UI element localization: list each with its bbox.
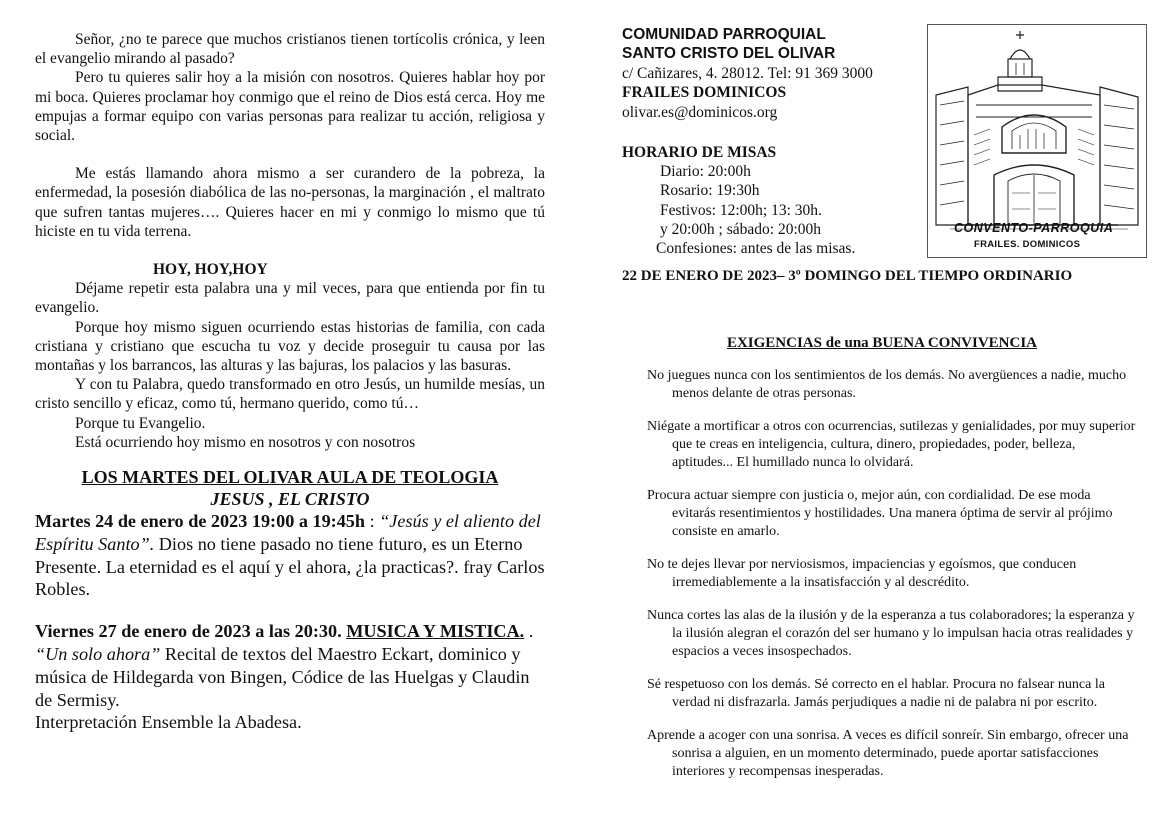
- martes-event: [35, 510, 545, 601]
- hoy-heading: HOY, HOY,HOY: [153, 261, 268, 279]
- rule-item: Aprende a acoger con una sonrisa. A veces es difícil sonreír. Sin embargo, ofrecer una sonrisa a alguien, en un momento determinado, puede aportar satisfacciones interiores y recompensas inesperadas.: [647, 727, 1129, 779]
- mass-sabado: y 20:00h ; sábado: 20:00h: [660, 220, 822, 238]
- viernes-title: MUSICA Y MISTICA.: [346, 621, 525, 642]
- hoy-paragraph-5: Está ocurriendo hoy mismo en nosotros y con nosotros: [75, 433, 416, 451]
- mass-schedule: [622, 143, 922, 258]
- parish-name-line1: COMUNIDAD PARROQUIAL: [622, 26, 826, 43]
- intro-paragraph-3: Me estás llamando ahora mismo a ser curandero de la pobreza, la enfermedad, la posesión diabólica de las no-personas, la marginación , el maltrato que sufren tantas mujeres…. Quieres hacer en mi y conmigo lo mismo que tú hiciste en tu vida terrena.: [35, 165, 545, 240]
- viernes-event: [35, 620, 545, 711]
- rule-item: Niégate a mortificar a otros con ocurrencias, sutilezas y genialidades, por muy superior que te creas en inteligencia, cultura, dinero, propiedades, poder, belleza, aptitudes... El humillado nunca lo olvidará.: [647, 419, 1136, 470]
- rule-item: Sé respetuoso con los demás. Sé correcto en el hablar. Procura no falsear nunca la verdad ni disfrazarla. Jamás perjudiques a nadie ni de palabra ni por escrito.: [647, 676, 1105, 710]
- martes-date: Martes 24 de enero de 2023 19:00 a 19:45h: [35, 511, 366, 532]
- exigencias-title: EXIGENCIAS de una BUENA CONVIVENCIA: [726, 335, 1038, 351]
- hoy-paragraph-3: Y con tu Palabra, quedo transformado en otro Jesús, un humilde mesías, un cristo sencillo y eficaz, como tú, hermano querido, como tú…: [35, 376, 545, 413]
- viernes-quote: “Un solo ahora”: [35, 644, 161, 665]
- aula-title: LOS MARTES DEL OLIVAR AULA DE TEOLOGIA: [81, 467, 499, 488]
- rule-item: Procura actuar siempre con justicia o, mejor aún, con cordialidad. De ese moda evitarás resentimientos y hostilidades. Una manera óptima de servir al prójimo consiste en amarlo.: [647, 487, 1113, 539]
- rule-item: No juegues nunca con los sentimientos de los demás. No avergüences a nadie, mucho menos delante de otras personas.: [647, 368, 1127, 401]
- viernes-date: Viernes 27 de enero de 2023 a las 20:30.: [35, 621, 342, 642]
- hoy-paragraph-2: Porque hoy mismo siguen ocurriendo estas historias de familia, con cada cristiana y cristiano que escucha tu voz y decide proseguir tu causa por las montañas y los barrancos, las alturas y las bajuras, los palacios y las basuras.: [35, 318, 545, 375]
- hoy-paragraph-1: Déjame repetir esta palabra una y mil veces, para que entienda por fin tu evangelio.: [35, 280, 545, 317]
- parish-name-line2: SANTO CRISTO DEL OLIVAR: [622, 45, 836, 63]
- martes-quote: “Jesús y el aliento del Espíritu Santo”.: [35, 511, 541, 554]
- church-drawing: [927, 24, 1147, 258]
- frailes-label: FRAILES DOMINICOS: [622, 84, 787, 102]
- mass-festivos: Festivos: 12:00h; 13: 30h.: [660, 201, 822, 219]
- exigencias-rules: [647, 367, 1137, 796]
- date-line: 22 DE ENERO DE 2023– 3º DOMINGO DEL TIEMPO ORDINARIO: [622, 268, 1073, 284]
- drawing-caption-main: CONVENTO-PARROQUIA: [954, 221, 1114, 235]
- parish-header: [622, 25, 922, 122]
- intro-paragraph-2: Pero tu quieres salir hoy a la misión con nosotros. Quieres hablar hoy por mi boca. Quieres proclamar hoy conmigo que el reino de Dios está cerca. Hoy me empujas a formar equipo con varias personas para realizar tu acción, religiosa y social.: [35, 69, 545, 145]
- mass-diario: Diario: 20:00h: [660, 163, 751, 181]
- drawing-caption-sub: FRAILES. DOMINICOS: [974, 239, 1081, 250]
- rule-item: No te dejes llevar por nerviosismos, impaciencias y egoísmos, que conducen irremediablemente a la insatisfacción y al descrédito.: [647, 556, 1077, 590]
- viernes-text: Recital de textos del Maestro Eckart, dominico y música de Hildegarda von Bingen, Códice de las Huelgas y Claudin de Sermisy.: [35, 644, 530, 710]
- mass-confesiones: Confesiones: antes de las misas.: [656, 240, 856, 258]
- mass-rosario: Rosario: 19:30h: [660, 182, 760, 200]
- parish-address: c/ Cañizares, 4. 28012. Tel: 91 369 3000: [622, 64, 873, 82]
- parish-email: olivar.es@dominicos.org: [622, 103, 778, 121]
- interpretacion: Interpretación Ensemble la Abadesa.: [35, 712, 302, 733]
- martes-text: Dios no tiene pasado no tiene futuro, es un Eterno Presente. La eternidad es el aquí y el ahora, ¿la practicas?. fray Carlos Robles.: [35, 533, 545, 600]
- rule-item: Nunca cortes las alas de la ilusión y de la esperanza a tus colaboradores; la esperanza y la ilusión alegran el corazón del ser humano y lo impulsan hacia otras realidades y espacios a veces insospechados.: [647, 607, 1135, 659]
- martes-separator: :: [365, 511, 380, 532]
- mass-schedule-heading: HORARIO DE MISAS: [622, 144, 777, 161]
- left-column: [35, 30, 545, 734]
- viernes-separator: .: [524, 621, 534, 642]
- intro-paragraph-1: Señor, ¿no te parece que muchos cristianos tienen tortícolis crónica, y leen el evangelio mirando al pasado?: [35, 31, 545, 68]
- aula-subtitle: JESUS , EL CRISTO: [210, 489, 370, 510]
- hoy-paragraph-4: Porque tu Evangelio.: [75, 414, 206, 432]
